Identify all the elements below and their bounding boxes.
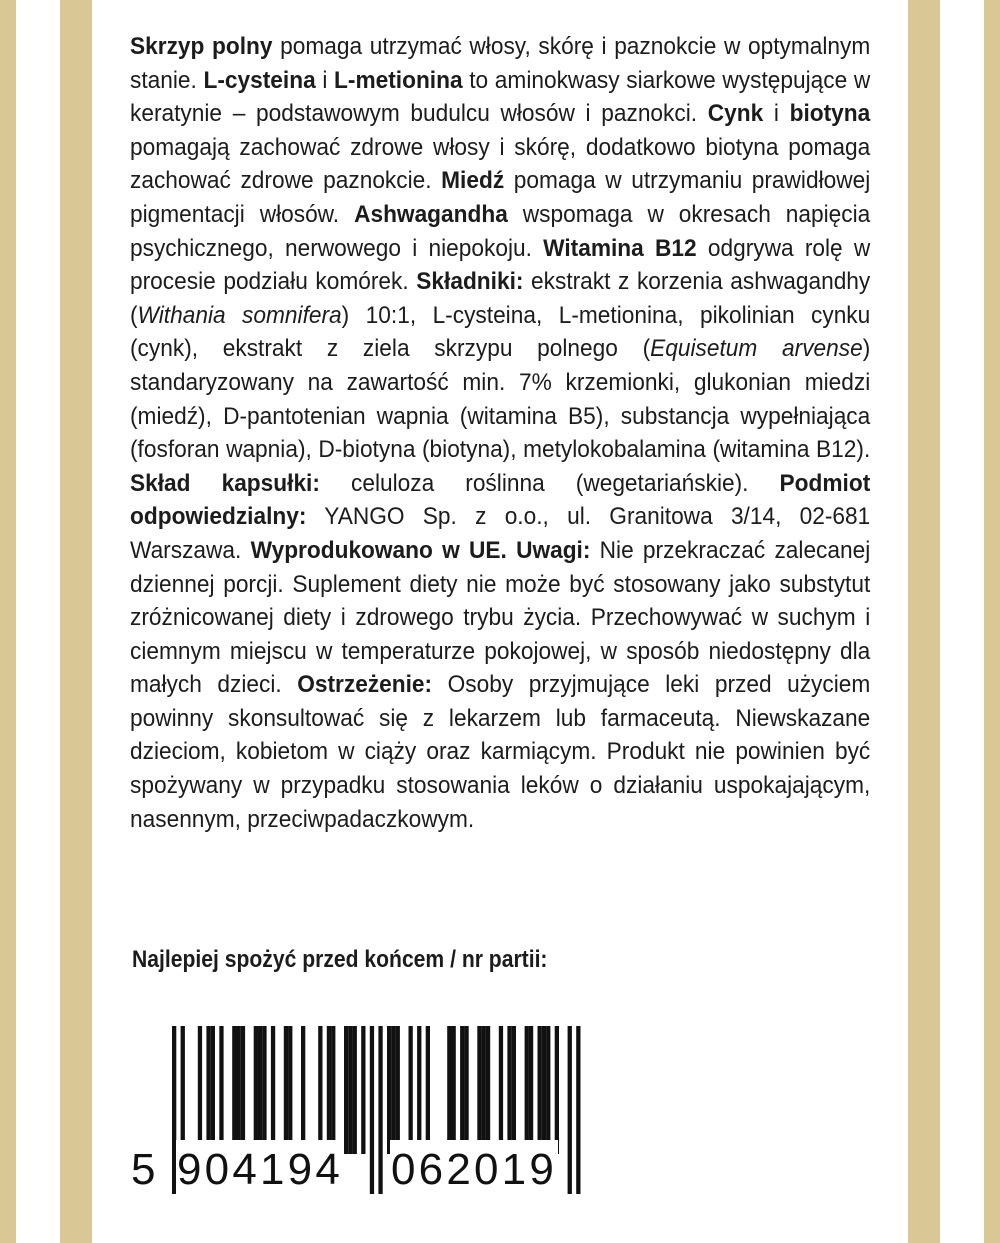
barcode-bar xyxy=(538,1026,542,1154)
barcode-bar xyxy=(477,1026,481,1154)
barcode-bar xyxy=(542,1026,546,1154)
barcode-bar xyxy=(348,1026,352,1154)
text-run: pomagają zachować zdrowe włosy i skórę, dodatkowo biotyna pomaga zachować zdrowe paznokcie. xyxy=(130,133,871,195)
barcode-bar xyxy=(507,1026,511,1154)
barcode-bar xyxy=(464,1026,468,1154)
barcode-bar xyxy=(546,1026,550,1154)
barcode-bar xyxy=(211,1026,215,1154)
text-run: ) 10:1, L-cysteina, L-metionina, pikolinian cynku (cynk), ekstrakt z ziela skrzypu polnego ( xyxy=(130,301,871,363)
barcode-lead-digit: 5 xyxy=(130,1140,156,1200)
barcode-bar xyxy=(327,1026,331,1154)
barcode-digits xyxy=(128,1140,598,1200)
barcode-bar xyxy=(219,1026,223,1154)
label-panel xyxy=(92,0,908,1243)
text-run: wspomaga w okresach napięcia psychicznego, nerwowego i niepokoju. xyxy=(130,200,871,262)
barcode-bar xyxy=(391,1026,395,1154)
bold-term: Ashwagandha xyxy=(354,200,508,228)
barcode-bar xyxy=(271,1026,275,1154)
bold-term: L-cysteina xyxy=(203,66,316,94)
text-run: pomaga utrzymać włosy, skórę i paznokcie w optymalnym stanie. xyxy=(130,33,871,94)
text-run: i xyxy=(315,66,335,94)
barcode-bar xyxy=(353,1026,357,1154)
barcode-bar xyxy=(258,1026,262,1154)
bold-term: L-metionina xyxy=(334,66,463,94)
barcode-bar xyxy=(284,1026,288,1154)
barcode-bar xyxy=(499,1026,503,1154)
barcode-bar xyxy=(344,1026,348,1154)
bold-term: Witamina B12 xyxy=(543,234,697,262)
barcode-bar xyxy=(254,1026,258,1154)
barcode-bar xyxy=(198,1026,202,1154)
text-run: ) standaryzowany na zawartość min. 7% krzemionki, glukonian miedzi (miedź), D-pantotenian wapnia (witamina B5), substancja wypełniająca (fosforan wapnia), D-biotyna (biotyna), metylokobalamina (witamina B12). xyxy=(130,335,871,464)
bold-term: Uwagi: xyxy=(516,536,591,564)
barcode-bar xyxy=(417,1026,421,1154)
barcode-right-group: 062019 xyxy=(390,1140,558,1200)
barcode-bar xyxy=(555,1026,559,1154)
barcode-bar xyxy=(241,1026,245,1154)
text-run: to aminokwasy siarkowe występujące w keratynie – podstawowym budulcu włosów i paznokci. xyxy=(130,66,871,128)
barcode-bar xyxy=(237,1026,241,1154)
barcode-bar xyxy=(460,1026,464,1154)
latin-name: Equisetum arvense xyxy=(650,335,863,363)
text-run: YANGO Sp. z o.o., ul. Granitowa 3/14, 02-681 Warszawa. xyxy=(130,503,871,564)
barcode-bar xyxy=(447,1026,451,1154)
bold-term: Wyprodukowano w UE. xyxy=(250,536,507,564)
barcode-bar xyxy=(206,1026,210,1154)
barcode-bar xyxy=(525,1026,529,1154)
text-run: Nie przekraczać zalecanej dziennej porcji. Suplement diety nie może być stosowany jako substytut zróżnicowanej diety i zdrowego trybu życia. Przechowywać w suchym i ciemnym miejscu w temperaturze pokojowej, w sposób niedostępny dla małych dzieci. xyxy=(130,536,871,699)
barcode-bar xyxy=(232,1026,236,1154)
barcode-bar xyxy=(452,1026,456,1154)
bold-term: Skrzyp polny xyxy=(130,33,273,60)
barcode-bar xyxy=(486,1026,490,1154)
left-gold-band xyxy=(0,0,16,1243)
barcode-bar xyxy=(512,1026,516,1154)
barcode-bar xyxy=(262,1026,266,1154)
bold-term: Skład kapsułki: xyxy=(130,469,320,497)
bold-term: Ostrzeżenie: xyxy=(297,671,433,699)
bold-term: Cynk xyxy=(707,100,764,128)
barcode-bar xyxy=(482,1026,486,1154)
latin-name: Withania somnifera xyxy=(137,301,342,329)
bold-term: Podmiot odpowiedzialny: xyxy=(130,469,871,531)
product-description-text xyxy=(130,30,870,836)
text-run: i xyxy=(763,100,790,128)
barcode-bar xyxy=(396,1026,400,1154)
bold-term: Składniki: xyxy=(416,268,524,296)
text-run: ekstrakt z korzenia ashwagandhy ( xyxy=(130,268,871,329)
barcode-bar xyxy=(288,1026,292,1154)
barcode-bar xyxy=(318,1026,322,1154)
barcode-left-group: 904194 xyxy=(176,1140,344,1200)
barcode-bar xyxy=(426,1026,430,1154)
barcode-bar xyxy=(409,1026,413,1154)
barcode-bar xyxy=(301,1026,305,1154)
barcode-bar xyxy=(387,1026,391,1154)
barcode-bar xyxy=(331,1026,335,1154)
best-before-label: Najlepiej spożyć przed końcem / nr partii: xyxy=(132,946,548,973)
text-run: Osoby przyjmujące leki przed użyciem powinny skonsultować się z lekarzem lub farmaceutą. Niewskazane dzieciom, kobietom w ciąży oraz karmiącym. Produkt nie powinien być spożywany w przypadku stosowania leków o działaniu uspokajającym, nasennym, przeciwpadaczkowym. xyxy=(130,671,871,833)
text-run: celuloza roślinna (wegetariańskie). xyxy=(319,469,780,497)
text-run xyxy=(507,537,516,564)
bold-term: Miedź xyxy=(441,167,505,195)
barcode-bar xyxy=(361,1026,365,1154)
right-gold-band xyxy=(984,0,1000,1243)
barcode-bar xyxy=(529,1026,533,1154)
text-run: pomaga w utrzymaniu prawidłowej pigmentacji włosów. xyxy=(130,167,871,228)
text-run: odgrywa rolę w procesie podziału komórek. xyxy=(130,234,871,296)
bold-term: biotyna xyxy=(789,100,871,128)
